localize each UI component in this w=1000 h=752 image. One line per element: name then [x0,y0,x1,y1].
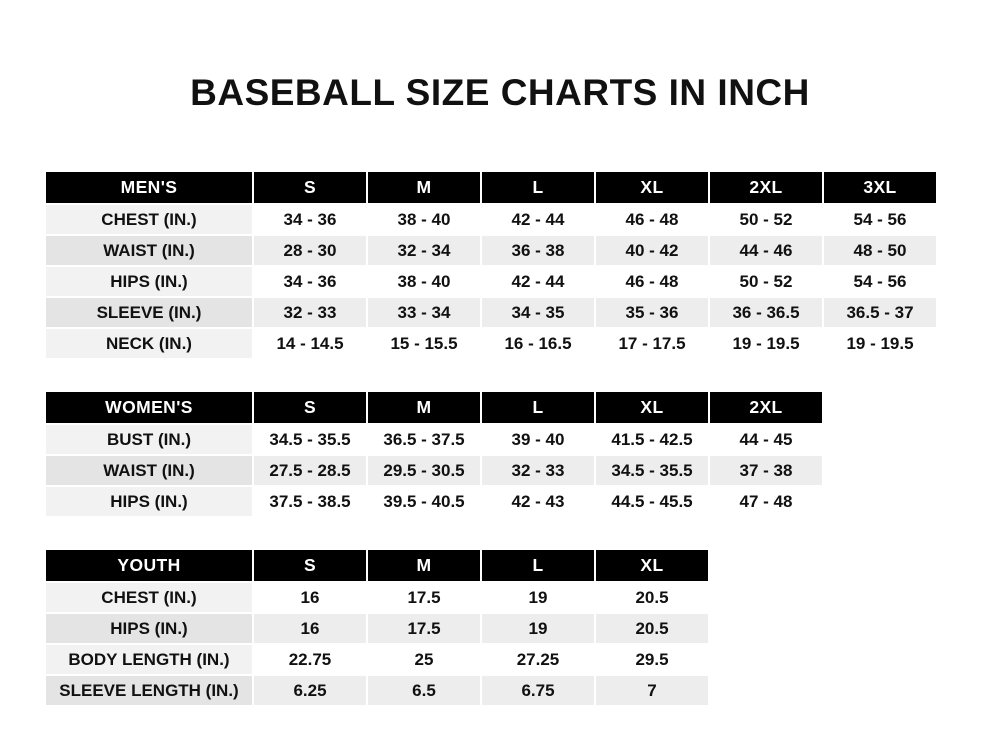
youth-body-length-m: 25 [367,644,481,675]
mens-sleeve-xl: 35 - 36 [595,297,709,328]
youth-sleeve-length-xl: 7 [595,675,709,706]
mens-waist-2xl: 44 - 46 [709,235,823,266]
mens-waist-l: 36 - 38 [481,235,595,266]
youth-header-m: M [367,549,481,582]
mens-row-label-sleeve: SLEEVE (IN.) [45,297,253,328]
mens-chest-2xl: 50 - 52 [709,204,823,235]
mens-chest-m: 38 - 40 [367,204,481,235]
womens-header-label: WOMEN'S [45,391,253,424]
table-row [45,328,937,359]
mens-sleeve-s: 32 - 33 [253,297,367,328]
youth-body-length-s: 22.75 [253,644,367,675]
youth-row-label-chest: CHEST (IN.) [45,582,253,613]
womens-size-table [44,390,824,518]
mens-size-table [44,170,938,360]
mens-hips-xl: 46 - 48 [595,266,709,297]
youth-row-label-body-length: BODY LENGTH (IN.) [45,644,253,675]
womens-header-s: S [253,391,367,424]
youth-header-s: S [253,549,367,582]
mens-neck-m: 15 - 15.5 [367,328,481,359]
mens-neck-2xl: 19 - 19.5 [709,328,823,359]
mens-header-s: S [253,171,367,204]
table-row [45,582,709,613]
size-tables-container [0,170,1000,707]
mens-neck-xl: 17 - 17.5 [595,328,709,359]
womens-hips-l: 42 - 43 [481,486,595,517]
womens-header-m: M [367,391,481,424]
mens-chest-l: 42 - 44 [481,204,595,235]
mens-hips-3xl: 54 - 56 [823,266,937,297]
youth-chest-xl: 20.5 [595,582,709,613]
table-row [45,644,709,675]
table-header-row [45,171,937,204]
womens-bust-xl: 41.5 - 42.5 [595,424,709,455]
womens-bust-2xl: 44 - 45 [709,424,823,455]
table-header-row [45,549,709,582]
table-row [45,204,937,235]
youth-chest-l: 19 [481,582,595,613]
mens-row-label-waist: WAIST (IN.) [45,235,253,266]
womens-waist-2xl: 37 - 38 [709,455,823,486]
womens-row-label-bust: BUST (IN.) [45,424,253,455]
womens-bust-l: 39 - 40 [481,424,595,455]
youth-body-length-xl: 29.5 [595,644,709,675]
mens-neck-l: 16 - 16.5 [481,328,595,359]
womens-bust-s: 34.5 - 35.5 [253,424,367,455]
youth-sleeve-length-s: 6.25 [253,675,367,706]
table-row [45,675,709,706]
mens-waist-xl: 40 - 42 [595,235,709,266]
mens-header-l: L [481,171,595,204]
youth-chest-m: 17.5 [367,582,481,613]
table-row [45,235,937,266]
mens-hips-m: 38 - 40 [367,266,481,297]
table-row [45,613,709,644]
youth-row-label-hips: HIPS (IN.) [45,613,253,644]
mens-sleeve-2xl: 36 - 36.5 [709,297,823,328]
youth-row-label-sleeve-length: SLEEVE LENGTH (IN.) [45,675,253,706]
table-header-row [45,391,823,424]
mens-header-3xl: 3XL [823,171,937,204]
mens-hips-s: 34 - 36 [253,266,367,297]
mens-header-2xl: 2XL [709,171,823,204]
mens-neck-3xl: 19 - 19.5 [823,328,937,359]
womens-header-l: L [481,391,595,424]
womens-waist-l: 32 - 33 [481,455,595,486]
womens-hips-m: 39.5 - 40.5 [367,486,481,517]
womens-row-label-waist: WAIST (IN.) [45,455,253,486]
womens-hips-s: 37.5 - 38.5 [253,486,367,517]
table-row [45,266,937,297]
youth-hips-xl: 20.5 [595,613,709,644]
mens-waist-s: 28 - 30 [253,235,367,266]
mens-row-label-neck: NECK (IN.) [45,328,253,359]
womens-hips-2xl: 47 - 48 [709,486,823,517]
womens-header-2xl: 2XL [709,391,823,424]
mens-header-m: M [367,171,481,204]
womens-hips-xl: 44.5 - 45.5 [595,486,709,517]
mens-hips-l: 42 - 44 [481,266,595,297]
youth-header-xl: XL [595,549,709,582]
table-row [45,424,823,455]
womens-bust-m: 36.5 - 37.5 [367,424,481,455]
mens-chest-s: 34 - 36 [253,204,367,235]
mens-row-label-chest: CHEST (IN.) [45,204,253,235]
youth-body-length-l: 27.25 [481,644,595,675]
mens-chest-xl: 46 - 48 [595,204,709,235]
youth-hips-m: 17.5 [367,613,481,644]
mens-waist-m: 32 - 34 [367,235,481,266]
table-row [45,486,823,517]
womens-row-label-hips: HIPS (IN.) [45,486,253,517]
page-title: BASEBALL SIZE CHARTS IN INCH [190,72,810,113]
youth-size-table [44,548,710,707]
womens-waist-s: 27.5 - 28.5 [253,455,367,486]
table-row [45,297,937,328]
mens-sleeve-l: 34 - 35 [481,297,595,328]
mens-header-label: MEN'S [45,171,253,204]
mens-sleeve-m: 33 - 34 [367,297,481,328]
youth-chest-s: 16 [253,582,367,613]
mens-header-xl: XL [595,171,709,204]
mens-neck-s: 14 - 14.5 [253,328,367,359]
womens-waist-xl: 34.5 - 35.5 [595,455,709,486]
youth-header-label: YOUTH [45,549,253,582]
table-row [45,455,823,486]
youth-header-l: L [481,549,595,582]
mens-waist-3xl: 48 - 50 [823,235,937,266]
womens-header-xl: XL [595,391,709,424]
womens-waist-m: 29.5 - 30.5 [367,455,481,486]
mens-chest-3xl: 54 - 56 [823,204,937,235]
mens-hips-2xl: 50 - 52 [709,266,823,297]
mens-sleeve-3xl: 36.5 - 37 [823,297,937,328]
youth-sleeve-length-l: 6.75 [481,675,595,706]
youth-hips-s: 16 [253,613,367,644]
youth-hips-l: 19 [481,613,595,644]
youth-sleeve-length-m: 6.5 [367,675,481,706]
mens-row-label-hips: HIPS (IN.) [45,266,253,297]
